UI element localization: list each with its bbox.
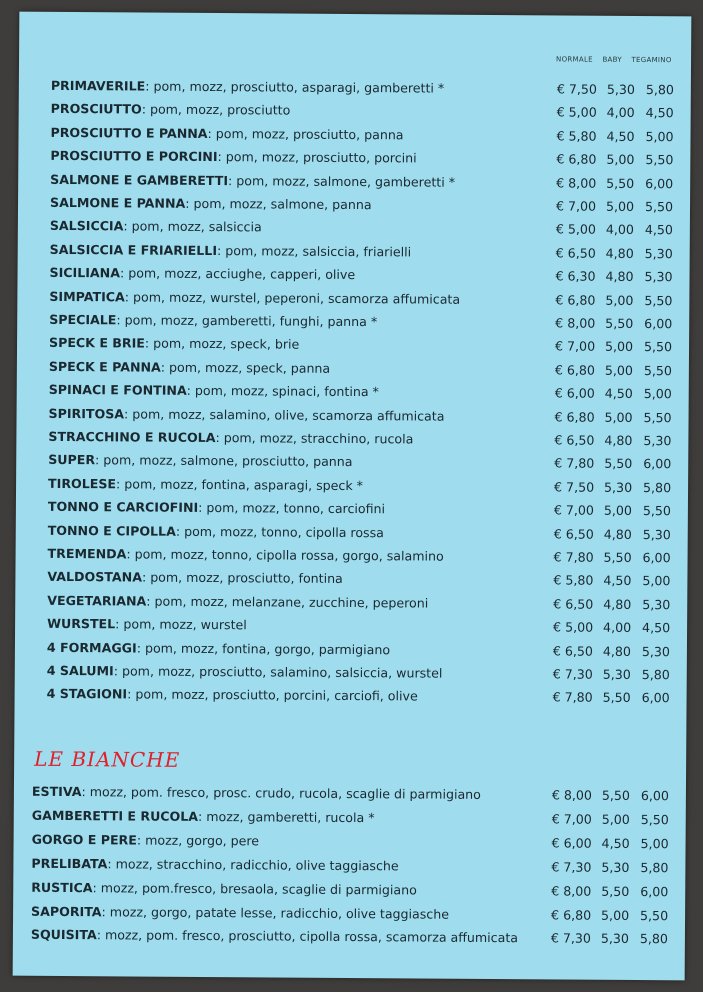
price-p3: 5,80 bbox=[645, 82, 674, 98]
menu-item-row bbox=[18, 218, 690, 243]
item-title: SQUISITA bbox=[30, 927, 97, 943]
price-p3: 5,30 bbox=[642, 526, 671, 542]
price-p2: 5,50 bbox=[603, 549, 632, 565]
price-p1: € 7,30 bbox=[552, 666, 593, 682]
item-title: SICILIANA bbox=[49, 265, 121, 281]
price-p3: 5,50 bbox=[645, 152, 674, 168]
price-p1: € 5,80 bbox=[556, 128, 597, 144]
menu-item-row bbox=[13, 927, 685, 952]
menu-item-row bbox=[14, 831, 686, 856]
price-p2: 4,00 bbox=[605, 222, 634, 238]
price-p1: € 8,00 bbox=[556, 175, 597, 191]
price-p3: 5,50 bbox=[644, 199, 674, 215]
menu-item-row bbox=[18, 148, 690, 173]
price-p2: 5,30 bbox=[602, 666, 631, 682]
menu-item-name bbox=[50, 195, 372, 212]
item-title: SPECIALE bbox=[49, 311, 117, 328]
item-title: GAMBERETTI E RUCOLA bbox=[31, 807, 199, 824]
section-title-bianche: LE BIANCHE bbox=[34, 746, 181, 772]
item-ingredients: : pom, mozz, prosciutto, asparagi, gamberetti * bbox=[145, 78, 445, 96]
item-ingredients: : pom, mozz, prosciutto, panna bbox=[207, 125, 404, 143]
item-title: 4 STAGIONI bbox=[46, 686, 128, 702]
item-title: PROSCIUTTO E PANNA bbox=[50, 124, 208, 141]
price-p3: 5,30 bbox=[641, 643, 671, 659]
item-ingredients: : mozz, gorgo, pere bbox=[136, 832, 260, 849]
price-p1: € 6,80 bbox=[551, 906, 592, 923]
price-p2: 4,80 bbox=[604, 432, 633, 448]
menu-item-row bbox=[17, 312, 689, 337]
price-p2: 5,00 bbox=[605, 198, 635, 214]
menu-item-name bbox=[50, 125, 403, 142]
price-p3: 5,50 bbox=[643, 409, 672, 425]
price-p2: 5,50 bbox=[605, 315, 634, 331]
menu-item-name bbox=[48, 476, 363, 493]
item-title: 4 FORMAGGI bbox=[46, 639, 137, 656]
menu-item-name bbox=[50, 218, 262, 234]
item-title: PROSCIUTTO E PORCINI bbox=[50, 148, 218, 165]
price-p3: 6,00 bbox=[640, 788, 670, 804]
menu-item-row bbox=[13, 903, 685, 928]
item-title: GORGO E PERE bbox=[31, 831, 137, 848]
menu-item-row bbox=[14, 784, 686, 809]
price-p1: € 7,00 bbox=[551, 811, 592, 827]
price-p2: 4,80 bbox=[602, 643, 632, 659]
menu-item-name bbox=[49, 405, 445, 423]
price-p1: € 6,50 bbox=[553, 596, 594, 612]
item-ingredients: : pom, mozz, prosciutto bbox=[141, 101, 291, 118]
item-ingredients: : mozz, gamberetti, rucola * bbox=[198, 808, 375, 826]
menu-item-row bbox=[16, 499, 688, 524]
price-p2: 5,50 bbox=[606, 175, 635, 191]
item-title: SALMONE E PANNA bbox=[49, 194, 186, 211]
menu-item-row bbox=[15, 639, 687, 664]
item-title: SPIRITOSA bbox=[48, 405, 125, 422]
item-ingredients: : pom, mozz, gamberetti, funghi, panna * bbox=[116, 312, 378, 330]
price-p2: 5,50 bbox=[601, 883, 630, 899]
price-p1: € 8,00 bbox=[555, 315, 596, 331]
price-p3: 5,00 bbox=[640, 835, 669, 852]
item-title: VEGETARIANA bbox=[47, 592, 147, 609]
price-p1: € 7,80 bbox=[554, 455, 595, 472]
item-title: SPECK E PANNA bbox=[48, 358, 161, 375]
item-title: SUPER bbox=[48, 452, 96, 468]
price-p2: 5,30 bbox=[600, 931, 630, 947]
item-title: TREMENDA bbox=[47, 545, 127, 562]
price-p3: 5,80 bbox=[639, 931, 669, 947]
menu-item-name bbox=[48, 429, 413, 447]
price-p2: 5,00 bbox=[604, 409, 633, 425]
item-ingredients: : pom, mozz, tonno, cipolla rossa bbox=[175, 523, 384, 540]
item-title: SIMPATICA bbox=[49, 288, 125, 305]
menu-item-name bbox=[49, 335, 299, 352]
price-p2: 5,00 bbox=[601, 811, 630, 827]
price-p3: 6,00 bbox=[644, 316, 673, 332]
price-p3: 5,50 bbox=[643, 362, 672, 379]
price-p2: 5,50 bbox=[602, 690, 631, 706]
menu-item-name bbox=[47, 663, 443, 681]
item-title: WURSTEL bbox=[47, 616, 116, 632]
price-p3: 5,00 bbox=[642, 573, 671, 589]
item-ingredients: : pom, mozz, prosciutto, salamino, salsiccia, wurstel bbox=[113, 663, 443, 681]
price-p1: € 5,00 bbox=[553, 619, 594, 635]
col-tegamino: TEGAMINO bbox=[631, 55, 672, 65]
price-p2: 4,80 bbox=[603, 526, 632, 542]
item-ingredients: : mozz, stracchino, radicchio, olive taggiasche bbox=[107, 855, 399, 874]
price-p3: 5,50 bbox=[640, 907, 669, 923]
price-p1: € 6,50 bbox=[553, 526, 594, 542]
price-p3: 5,80 bbox=[643, 479, 672, 496]
item-title: PRIMAVERILE bbox=[50, 77, 146, 94]
item-ingredients: : pom, mozz, salmone, prosciutto, panna bbox=[95, 452, 353, 470]
price-p3: 5,30 bbox=[642, 596, 671, 613]
price-p2: 5,00 bbox=[605, 292, 634, 308]
menu-item-name bbox=[32, 832, 260, 849]
menu-item-name bbox=[49, 359, 330, 376]
price-p1: € 7,80 bbox=[553, 549, 594, 565]
item-ingredients: : mozz, gorgo, patate lesse, radicchio, olive taggiasche bbox=[101, 903, 450, 922]
price-p2: 4,50 bbox=[601, 835, 630, 851]
menu-item-name bbox=[31, 927, 518, 945]
price-p1: € 6,50 bbox=[555, 245, 596, 261]
item-ingredients: : pom, mozz, salmone, gamberetti * bbox=[228, 172, 456, 190]
menu-item-row bbox=[16, 475, 688, 500]
item-title: RUSTICA bbox=[31, 879, 93, 895]
price-p2: 4,80 bbox=[603, 596, 632, 612]
price-p1: € 6,00 bbox=[551, 835, 592, 851]
price-p3: 5,30 bbox=[644, 245, 673, 262]
price-p1: € 6,00 bbox=[554, 385, 595, 401]
price-p2: 5,00 bbox=[601, 907, 630, 923]
item-ingredients: : mozz, pom. fresco, prosc. crudo, rucola, scaglie di parmigiano bbox=[81, 784, 481, 802]
price-p1: € 6,80 bbox=[554, 409, 595, 425]
price-p3: 5,50 bbox=[644, 292, 673, 308]
item-title: SALMONE E GAMBERETTI bbox=[50, 171, 229, 188]
price-p2: 4,50 bbox=[603, 573, 632, 589]
price-p2: 5,30 bbox=[604, 479, 633, 495]
item-ingredients: : pom, mozz, stracchino, rucola bbox=[215, 430, 414, 447]
price-p1: € 6,30 bbox=[555, 268, 596, 284]
item-ingredients: : pom, mozz, prosciutto, fontina bbox=[141, 569, 343, 587]
menu-item-name bbox=[50, 148, 416, 166]
item-ingredients: : pom, mozz, salsiccia bbox=[123, 218, 262, 235]
price-p1: € 7,50 bbox=[554, 479, 595, 495]
menu-item-name bbox=[47, 686, 418, 704]
item-ingredients: : pom, mozz, wurstel, peperoni, scamorza affumicata bbox=[124, 289, 461, 307]
item-title: TONNO E CARCIOFINI bbox=[47, 499, 199, 516]
item-title: SALSICCIA bbox=[49, 218, 124, 234]
item-title: PRELIBATA bbox=[31, 855, 108, 871]
price-p3: 4,50 bbox=[644, 222, 673, 238]
price-p1: € 6,50 bbox=[552, 643, 594, 659]
price-p3: 5,00 bbox=[645, 128, 674, 145]
price-p2: 4,00 bbox=[603, 619, 632, 636]
item-title: TIROLESE bbox=[48, 475, 117, 492]
price-p2: 4,00 bbox=[606, 105, 635, 121]
menu-item-row bbox=[19, 101, 691, 126]
price-p2: 5,00 bbox=[606, 151, 635, 168]
item-ingredients: : pom, mozz, fontina, asparagi, speck * bbox=[116, 476, 364, 493]
price-p1: € 8,00 bbox=[551, 787, 593, 803]
item-title: SPECK E BRIE bbox=[49, 335, 145, 351]
item-ingredients: : pom, mozz, salsiccia, friarielli bbox=[217, 242, 412, 260]
item-title: TONNO E CIPOLLA bbox=[47, 522, 176, 539]
menu-item-row bbox=[18, 124, 690, 149]
menu-item-row bbox=[16, 405, 688, 430]
item-ingredients: : mozz, pom. fresco, prosciutto, cipolla rossa, scamorza affumicata bbox=[96, 927, 519, 946]
price-p1: € 8,00 bbox=[551, 882, 592, 899]
menu-item-name bbox=[50, 265, 356, 282]
menu-item-row bbox=[15, 616, 687, 641]
price-column-headers bbox=[556, 55, 679, 64]
menu-item-row bbox=[17, 358, 689, 383]
col-normale: NORMALE bbox=[556, 55, 593, 64]
price-p3: 6,00 bbox=[640, 883, 669, 899]
price-p3: 4,50 bbox=[642, 620, 671, 636]
menu-item-name bbox=[47, 639, 390, 656]
item-title: VALDOSTANA bbox=[47, 569, 143, 585]
price-p3: 5,50 bbox=[643, 339, 673, 355]
item-title: 4 SALUMI bbox=[46, 662, 114, 679]
menu-item-row bbox=[15, 569, 687, 594]
price-p3: 6,00 bbox=[645, 175, 674, 191]
item-title: SPINACI E FONTINA bbox=[48, 382, 187, 399]
item-title: SALSICCIA E FRIARIELLI bbox=[49, 241, 218, 258]
price-p3: 5,80 bbox=[640, 859, 669, 875]
menu-item-row bbox=[17, 335, 689, 360]
menu-item-name bbox=[50, 242, 412, 260]
item-title: STRACCHINO E RUCOLA bbox=[48, 428, 216, 446]
menu-item-row bbox=[15, 592, 687, 617]
menu-item-name bbox=[48, 452, 352, 469]
price-p1: € 7,30 bbox=[550, 930, 592, 947]
menu-item-name bbox=[31, 855, 398, 873]
menu-item-row bbox=[15, 663, 687, 688]
price-p1: € 7,00 bbox=[555, 198, 597, 214]
item-title: ESTIVA bbox=[31, 783, 82, 800]
price-p1: € 6,80 bbox=[555, 292, 596, 308]
item-ingredients: : pom, mozz, speck, brie bbox=[144, 335, 300, 353]
menu-item-name bbox=[51, 101, 291, 118]
price-p2: 4,80 bbox=[605, 245, 634, 261]
menu-item-name bbox=[49, 288, 460, 306]
price-p1: € 5,80 bbox=[553, 572, 594, 589]
price-p1: € 7,50 bbox=[556, 81, 597, 97]
price-p1: € 7,00 bbox=[553, 502, 595, 518]
item-ingredients: : pom, mozz, prosciutto, porcini, carciofi, olive bbox=[127, 686, 418, 704]
item-ingredients: : pom, mozz, tonno, carciofini bbox=[198, 500, 386, 517]
price-p2: 4,50 bbox=[604, 385, 633, 402]
item-ingredients: : pom, mozz, tonno, cipolla rossa, gorgo, salamino bbox=[126, 546, 444, 564]
item-ingredients: : pom, mozz, acciughe, capperi, olive bbox=[119, 265, 356, 283]
price-p1: € 6,80 bbox=[554, 362, 596, 378]
price-p2: 5,00 bbox=[604, 339, 634, 355]
menu-item-name bbox=[32, 808, 375, 825]
menu-item-name bbox=[31, 879, 417, 897]
menu-item-name bbox=[49, 382, 379, 399]
price-p2: 4,80 bbox=[605, 268, 634, 285]
price-p3: 5,30 bbox=[643, 433, 672, 449]
menu-item-row bbox=[16, 429, 688, 454]
price-p2: 5,00 bbox=[603, 502, 633, 519]
menu-item-name bbox=[47, 569, 342, 586]
menu-item-row bbox=[15, 686, 687, 711]
menu-item-name bbox=[47, 616, 247, 632]
menu-item-name bbox=[32, 784, 481, 802]
menu-item-row bbox=[17, 382, 689, 407]
price-p2: 5,50 bbox=[601, 787, 631, 803]
price-p2: 5,00 bbox=[604, 362, 633, 378]
price-p2: 5,30 bbox=[601, 859, 630, 875]
menu-item-name bbox=[31, 903, 449, 921]
menu-item-row bbox=[17, 288, 689, 313]
price-p1: € 5,00 bbox=[555, 221, 596, 238]
price-p1: € 6,50 bbox=[554, 432, 595, 448]
col-baby: BABY bbox=[602, 55, 622, 64]
price-p3: 6,00 bbox=[642, 550, 671, 566]
price-p3: 6,00 bbox=[643, 456, 672, 472]
menu-item-row bbox=[14, 808, 686, 833]
menu-item-row bbox=[18, 195, 690, 220]
menu-item-row bbox=[13, 855, 685, 880]
item-ingredients: : pom, mozz, melanzane, zucchine, peperoni bbox=[146, 593, 429, 611]
item-ingredients: : pom, mozz, wurstel bbox=[115, 616, 247, 633]
price-p1: € 5,00 bbox=[556, 104, 597, 121]
price-p3: 5,50 bbox=[640, 811, 669, 828]
price-p3: 4,50 bbox=[645, 105, 674, 121]
menu-item-name bbox=[48, 522, 384, 539]
price-p3: 6,00 bbox=[641, 690, 670, 706]
menu-item-row bbox=[19, 78, 691, 103]
menu-item-name bbox=[50, 171, 455, 189]
menu-item-row bbox=[16, 522, 688, 547]
menu-item-name bbox=[51, 78, 445, 96]
price-p2: 5,30 bbox=[606, 81, 635, 97]
menu-item-row bbox=[16, 452, 688, 477]
menu-item-name bbox=[48, 499, 385, 516]
menu-item-name bbox=[48, 546, 444, 564]
price-p2: 4,50 bbox=[606, 128, 635, 144]
menu-item-name bbox=[47, 593, 428, 611]
price-p3: 5,80 bbox=[641, 667, 670, 683]
price-p3: 5,30 bbox=[644, 269, 673, 285]
item-title: PROSCIUTTO bbox=[50, 101, 142, 117]
price-p1: € 7,30 bbox=[551, 859, 592, 875]
price-p1: € 6,80 bbox=[556, 151, 597, 167]
item-ingredients: : pom, mozz, prosciutto, porcini bbox=[217, 149, 417, 166]
item-ingredients: : pom, mozz, speck, panna bbox=[160, 359, 331, 376]
item-ingredients: : mozz, pom.fresco, bresaola, scaglie di parmigiano bbox=[92, 879, 417, 898]
menu-item-row bbox=[13, 879, 685, 904]
price-p3: 5,00 bbox=[643, 386, 672, 402]
item-title: SAPORITA bbox=[31, 903, 102, 919]
price-p3: 5,50 bbox=[642, 503, 672, 519]
price-p1: € 7,00 bbox=[554, 338, 596, 355]
price-p2: 5,50 bbox=[604, 456, 633, 472]
menu-item-row bbox=[18, 241, 690, 266]
menu-item-row bbox=[16, 546, 688, 571]
item-ingredients: : pom, mozz, fontina, gorgo, parmigiano bbox=[136, 640, 391, 657]
menu-item-row bbox=[17, 265, 689, 290]
menu-sheet bbox=[13, 12, 692, 981]
item-ingredients: : pom, mozz, spinaci, fontina * bbox=[186, 383, 379, 400]
item-ingredients: : pom, mozz, salamino, olive, scamorza affumicata bbox=[124, 406, 445, 424]
item-ingredients: : pom, mozz, salmone, panna bbox=[185, 195, 372, 213]
menu-item-name bbox=[49, 312, 377, 329]
price-p1: € 7,80 bbox=[552, 689, 593, 706]
menu-item-row bbox=[18, 171, 690, 196]
